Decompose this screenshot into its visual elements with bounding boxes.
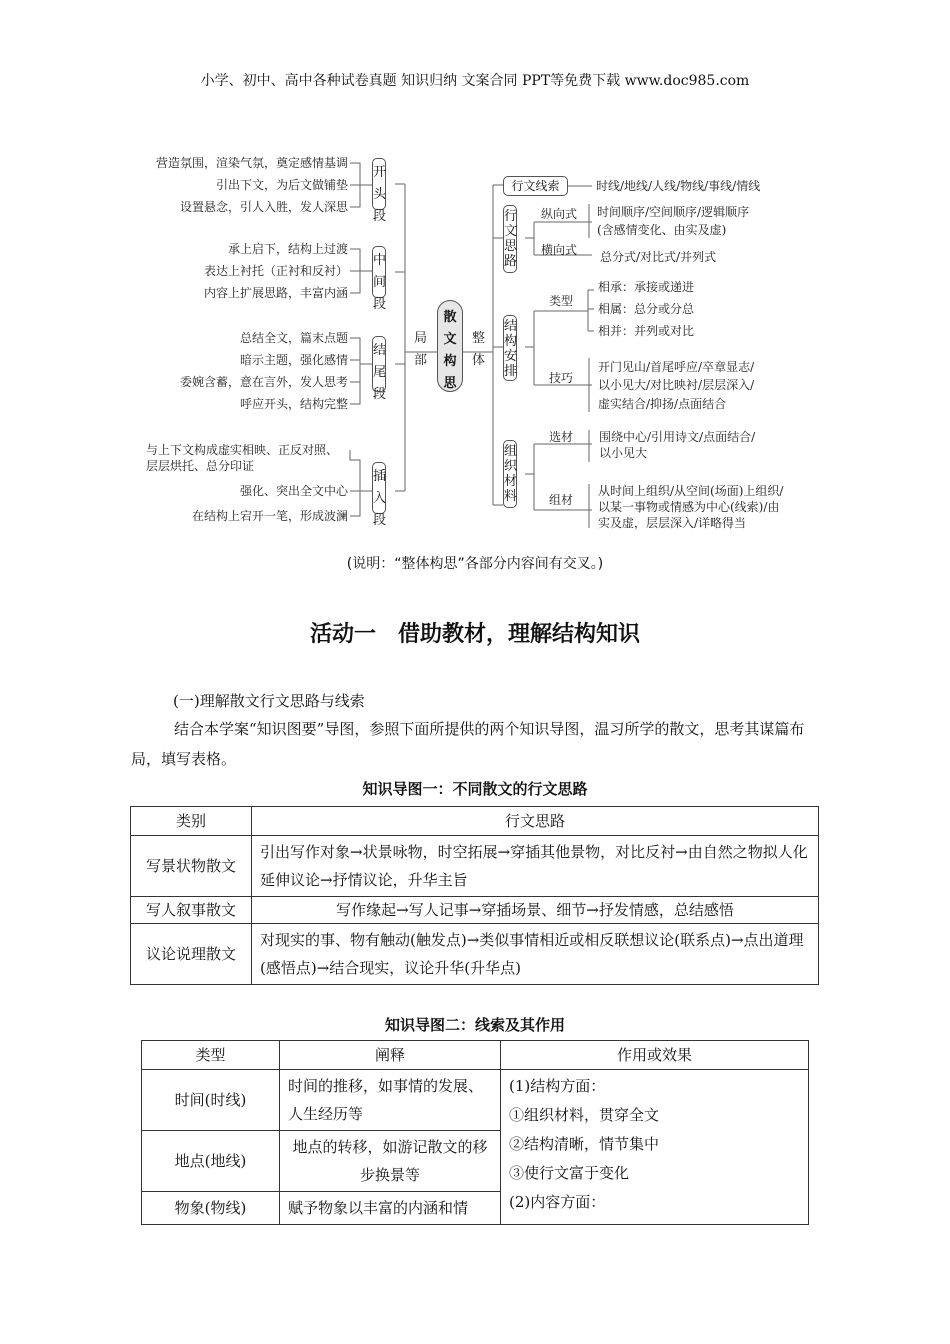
mind-map-lines: [0, 0, 950, 540]
table-clues: [141, 1040, 809, 1225]
node-box: 组织材料: [503, 440, 517, 508]
note: (说明：“整体构思”各部分内容间有交叉。): [346, 556, 604, 572]
leaf: 引出下文，为后文做铺垫: [215, 178, 348, 192]
node-box: 行文思路: [503, 205, 517, 273]
leaf: 承上启下，结构上过渡: [227, 242, 348, 256]
label-whole: 整体: [472, 331, 486, 368]
label-local: 局部: [414, 331, 428, 368]
leaf: 在结构上宕开一笔，形成波澜: [191, 509, 348, 523]
header-cell: 阐释: [280, 1041, 501, 1070]
page-header: 小学、初中、高中各种试卷真题 知识归纳 文案合同 PPT等免费下载 www.doc985.com: [200, 73, 750, 89]
cell: 写景状物散文: [131, 836, 252, 897]
cell: 物象(物线): [142, 1192, 280, 1225]
branch-label: 技巧: [549, 371, 574, 385]
leaf: 实及虚，层层深入/详略得当: [598, 516, 747, 530]
branch-label: 类型: [549, 294, 574, 308]
leaf: 以某一事物或情感为中心(线索)/由: [598, 500, 780, 514]
table-header-row: [142, 1041, 809, 1070]
leaf: (含感情变化、由实及虚): [597, 223, 727, 237]
header-cell: 行文思路: [252, 807, 819, 836]
node-box: 插入段: [372, 462, 386, 514]
header-cell: 类别: [131, 807, 252, 836]
table-row: [131, 897, 819, 924]
section-heading: (一)理解散文行文思路与线索: [173, 692, 365, 710]
leaf: 强化、突出全文中心: [239, 484, 348, 498]
table-row: [131, 924, 819, 985]
leaf: 呼应开头，结构完整: [239, 397, 348, 411]
leaf: 层层烘托、总分印证: [146, 459, 255, 473]
cell: 赋予物象以丰富的内涵和情: [280, 1192, 501, 1225]
leaf: 以小见大/对比映衬/层层深入/: [598, 378, 755, 392]
cell: 对现实的事、物有触动(触发点)→类似事情相近或相反联想议论(联系点)→点出道理(感悟点)→结合现实，议论升华(升华点): [252, 924, 819, 985]
cell: 写作缘起→写人记事→穿插场景、细节→抒发情感，总结感悟: [252, 897, 819, 924]
table-header-row: [131, 807, 819, 836]
table1-caption: 知识导图一：不同散文的行文思路: [362, 780, 588, 798]
effect-line: (2)内容方面：: [509, 1193, 606, 1211]
leaf: 围绕中心/引用诗文/点面结合/: [599, 430, 756, 444]
instruction-paragraph: 结合本学案“知识图要”导图，参照下面所提供的两个知识导图，温习所学的散文，思考其谋篇布局，填写表格。: [131, 720, 805, 768]
effect-line: ③使行文富于变化: [509, 1164, 630, 1182]
leaf: 内容上扩展思路，丰富内涵: [203, 286, 348, 300]
leaf: 相并：并列或对比: [598, 324, 695, 338]
effect-line: (1)结构方面：: [509, 1077, 606, 1095]
cell: 时间的推移，如事情的发展、人生经历等: [280, 1070, 501, 1131]
leaf: 相属：总分或分总: [598, 302, 695, 316]
cell: 写人叙事散文: [131, 897, 252, 924]
cell: 地点的转移，如游记散文的移步换景等: [280, 1131, 501, 1192]
leaf: 以小见大: [599, 446, 648, 460]
effect-cell: [501, 1070, 809, 1225]
leaf: 表达上衬托（正衬和反衬）: [203, 264, 348, 278]
effect-line: ①组织材料，贯穿全文: [509, 1106, 660, 1124]
header-cell: 类型: [142, 1041, 280, 1070]
activity-title: 活动一 借助教材，理解结构知识: [309, 622, 640, 647]
leaf: 总分式/对比式/并列式: [600, 250, 717, 264]
leaf: 开门见山/首尾呼应/卒章显志/: [598, 360, 755, 374]
header-cell: 作用或效果: [501, 1041, 809, 1070]
leaf: 营造氛围，渲染气氛，奠定感情基调: [155, 156, 348, 170]
leaf: 总结全文，篇末点题: [239, 331, 348, 345]
leaf: 与上下文构成虚实相映、正反对照、: [146, 443, 339, 457]
leaf: 时线/地线/人线/物线/事线/情线: [596, 179, 761, 193]
table-row: [142, 1070, 809, 1131]
leaf: 从时间上组织/从空间(场面)上组织/: [598, 484, 784, 498]
node-box: 结尾段: [372, 336, 386, 392]
node-box: 中间段: [372, 246, 386, 298]
center-node: 散文构思: [437, 300, 463, 392]
leaf: 相承：承接或递进: [598, 280, 695, 294]
leaf: 委婉含蓄，意在言外，发人思考: [179, 375, 348, 389]
table2-caption: 知识导图二：线索及其作用: [384, 1016, 565, 1034]
cell: 时间(时线): [142, 1070, 280, 1131]
table-row: [131, 836, 819, 897]
branch-label: 选材: [549, 430, 574, 444]
leaf: 虚实结合/抑扬/点面结合: [598, 397, 727, 411]
effect-line: ②结构清晰，情节集中: [509, 1135, 660, 1153]
leaf: 时间顺序/空间顺序/逻辑顺序: [597, 205, 750, 219]
branch-label: 横向式: [541, 243, 578, 257]
leaf: 设置悬念，引人入胜，发人深思: [179, 200, 348, 214]
node-box: 行文线索: [503, 176, 568, 196]
cell: 引出写作对象→状景咏物，时空拓展→穿插其他景物，对比反衬→由自然之物拟人化延伸议论→抒情议论，升华主旨: [252, 836, 819, 897]
branch-label: 纵向式: [541, 207, 578, 221]
cell: 地点(地线): [142, 1131, 280, 1192]
branch-label: 组材: [549, 493, 574, 507]
table-writing-thinking: [130, 806, 819, 985]
cell: 议论说理散文: [131, 924, 252, 985]
node-box: 结构安排: [503, 315, 517, 381]
node-box: 开头段: [372, 158, 386, 210]
leaf: 暗示主题，强化感情: [239, 353, 348, 367]
